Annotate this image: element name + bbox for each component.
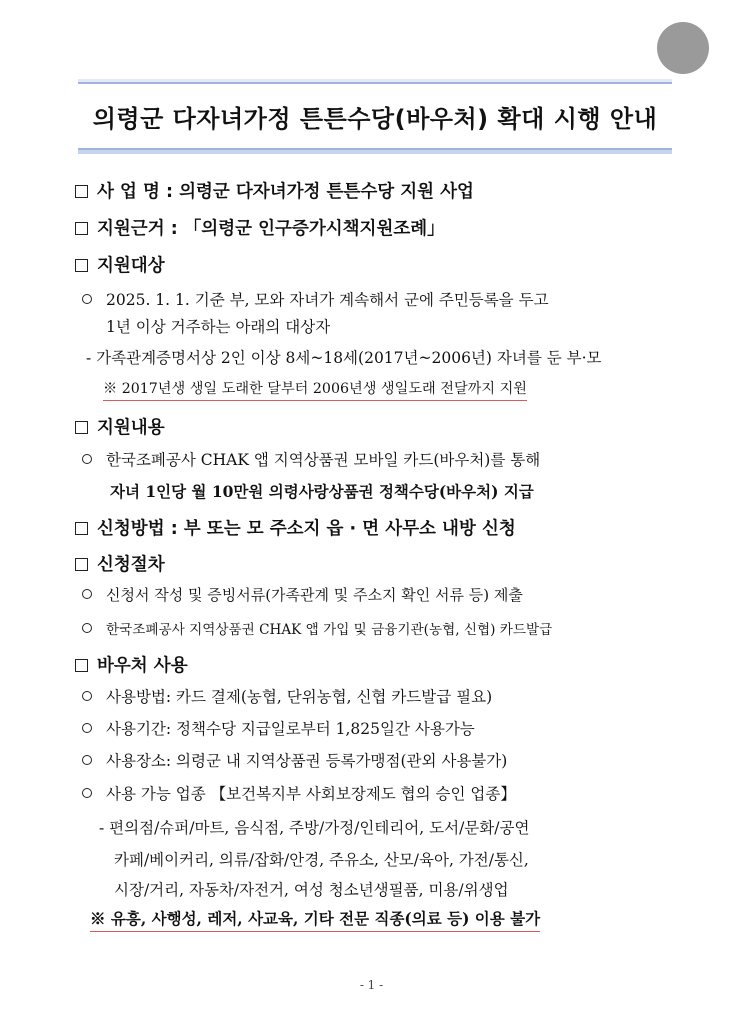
circle-bullet-icon bbox=[82, 589, 92, 599]
voucher-item-3 bbox=[82, 749, 507, 771]
procedure-item-2 bbox=[82, 618, 552, 638]
section-method-text: 신청방법 : 부 또는 모 주소지 읍 · 면 사무소 내방 신청 bbox=[97, 519, 516, 539]
section-content bbox=[75, 414, 165, 439]
target-line2: 1년 이상 거주하는 아래의 대상자 bbox=[106, 318, 331, 336]
circle-bullet-icon bbox=[82, 623, 92, 633]
voucher-item-2 bbox=[82, 717, 475, 739]
circle-bullet-icon bbox=[82, 294, 92, 304]
section-procedure-heading: 신청절차 bbox=[97, 555, 165, 575]
voucher-item-1-text: 사용방법: 카드 결제(농협, 단위농협, 신협 카드발급 필요) bbox=[106, 688, 493, 706]
voucher-item-4-text: 사용 가능 업종 【보건복지부 사회보장제도 협의 승인 업종】 bbox=[106, 785, 516, 803]
voucher-item-4 bbox=[82, 782, 516, 804]
page-number: - 1 - bbox=[359, 978, 384, 992]
circle-bullet-icon bbox=[82, 788, 92, 798]
checkbox-square-icon bbox=[75, 522, 88, 535]
voucher-note-text: ※ 유흥, 사행성, 레저, 사교육, 기타 전문 직종(의료 등) 이용 불가 bbox=[90, 909, 540, 932]
circle-bullet-icon bbox=[82, 755, 92, 765]
content-item bbox=[82, 448, 540, 470]
voucher-dash-1: - 편의점/슈퍼/마트, 음식점, 주방/가정/인테리어, 도서/문화/공연 bbox=[99, 819, 530, 837]
section-basis-text: 지원근거 : 「의령군 인구증가시책지원조례」 bbox=[97, 219, 445, 239]
procedure-item-2-text: 한국조폐공사 지역상품권 CHAK 앱 가입 및 금융기관(농협, 신협) 카드발급 bbox=[106, 622, 553, 638]
section-method bbox=[75, 515, 516, 540]
section-content-heading: 지원내용 bbox=[97, 418, 165, 438]
target-note-text: ※ 2017년생 생일 도래한 달부터 2006년생 생일도래 전달까지 지원 bbox=[103, 381, 527, 401]
section-project bbox=[75, 178, 474, 203]
procedure-item-1 bbox=[82, 584, 523, 605]
target-item bbox=[82, 288, 549, 310]
section-procedure bbox=[75, 551, 165, 576]
checkbox-square-icon bbox=[75, 421, 88, 434]
section-target bbox=[75, 252, 165, 277]
voucher-dash-2: 카페/베이커리, 의류/잡화/안경, 주유소, 산모/육아, 가전/통신, bbox=[114, 851, 529, 869]
voucher-item-2-text: 사용기간: 정책수당 지급일로부터 1,825일간 사용가능 bbox=[106, 720, 475, 738]
section-voucher bbox=[75, 652, 188, 677]
target-dash-item: - 가족관계증명서상 2인 이상 8세~18세(2017년~2006년) 자녀를 둔 부·모 bbox=[86, 349, 602, 367]
content-line1: 한국조폐공사 CHAK 앱 지역상품권 모바일 카드(바우처)를 통해 bbox=[106, 451, 541, 469]
page-title: 의령군 다자녀가정 튼튼수당(바우처) 확대 시행 안내 bbox=[92, 104, 658, 133]
section-project-text: 사 업 명 : 의령군 다자녀가정 튼튼수당 지원 사업 bbox=[97, 182, 474, 202]
voucher-dash-3: 시장/거리, 자동차/자전거, 여성 청소년생필품, 미용/위생업 bbox=[114, 881, 509, 899]
content-line2: 자녀 1인당 월 10만원 의령사랑상품권 정책수당(바우처) 지급 bbox=[110, 482, 534, 501]
voucher-item-1 bbox=[82, 685, 492, 707]
procedure-item-1-text: 신청서 작성 및 증빙서류(가족관계 및 주소지 확인 서류 등) 제출 bbox=[106, 586, 523, 604]
checkbox-square-icon bbox=[75, 558, 88, 571]
circle-bullet-icon bbox=[82, 454, 92, 464]
voucher-item-3-text: 사용장소: 의령군 내 지역상품권 등록가맹점(관외 사용불가) bbox=[106, 752, 508, 770]
target-line1: 2025. 1. 1. 기준 부, 모와 자녀가 계속해서 군에 주민등록을 두고 bbox=[106, 291, 549, 309]
title-box bbox=[78, 82, 672, 150]
circle-bullet-icon bbox=[82, 691, 92, 701]
voucher-note bbox=[90, 907, 540, 929]
checkbox-square-icon bbox=[75, 659, 88, 672]
section-basis bbox=[75, 215, 445, 240]
circle-bullet-icon bbox=[82, 723, 92, 733]
section-voucher-heading: 바우처 사용 bbox=[97, 656, 188, 676]
target-note bbox=[103, 378, 527, 398]
checkbox-square-icon bbox=[75, 185, 88, 198]
section-target-heading: 지원대상 bbox=[97, 256, 165, 276]
page-marker-dot bbox=[657, 22, 709, 74]
checkbox-square-icon bbox=[75, 222, 88, 235]
checkbox-square-icon bbox=[75, 259, 88, 272]
